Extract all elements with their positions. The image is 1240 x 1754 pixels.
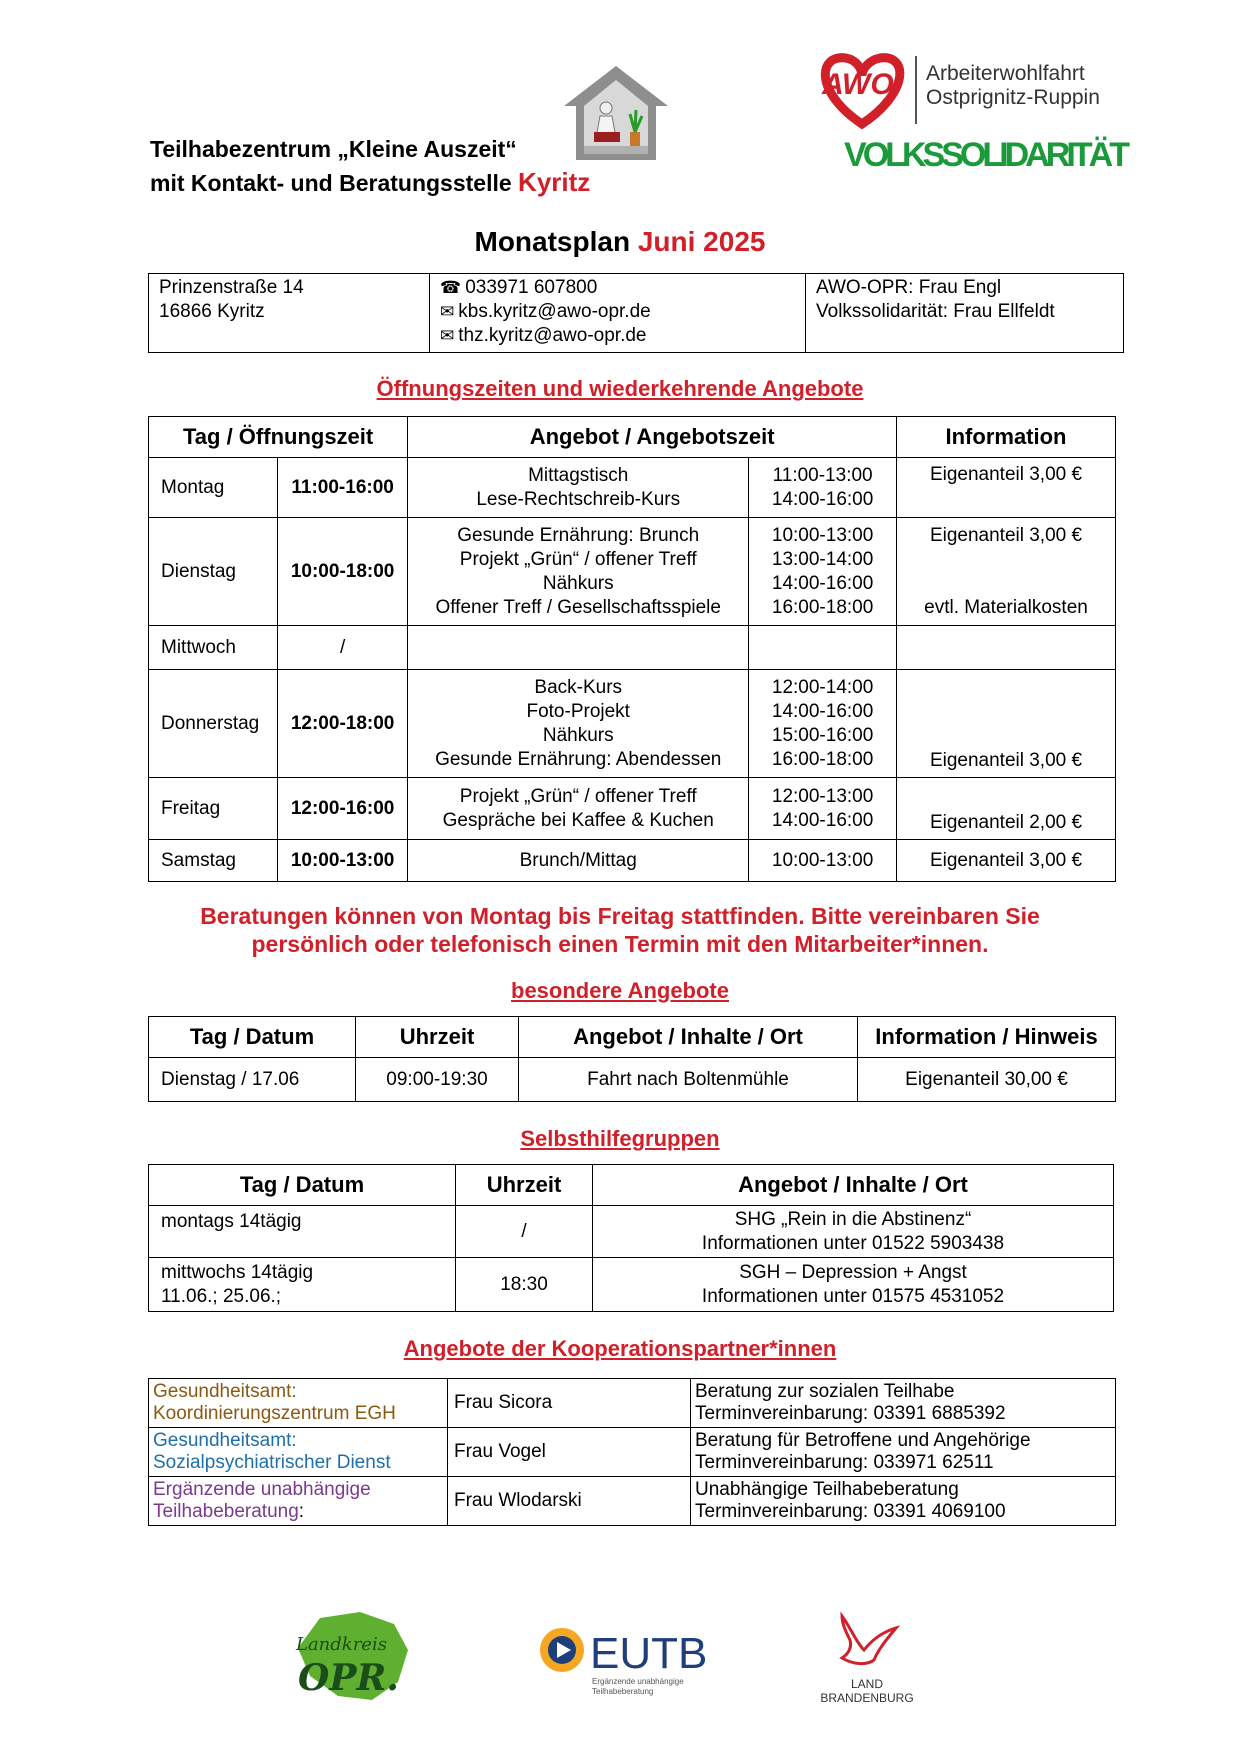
table-row: mittwochs 14tägig 11.06.; 25.06.; 18:30 SGH – Depression + Angst Informationen unter 01575 4531052 <box>149 1258 1114 1312</box>
kooperationspartner-table <box>148 1378 1116 1526</box>
contact-table <box>148 273 1124 353</box>
beratung-note: Beratungen können von Montag bis Freitag stattfinden. Bitte vereinbaren Sie persönlich oder telefonisch einen Termin mit den Mitarbeiter*innen. <box>200 903 1040 957</box>
table-row: Samstag 10:00-13:00 Brunch/Mittag 10:00-13:00 Eigenanteil 3,00 € <box>149 840 1116 882</box>
svg-text:OPR.: OPR. <box>298 1657 399 1699</box>
volkssolidaritaet-text: VOLKSSOLIDARITÄT <box>844 136 1130 174</box>
table-row: Dienstag 10:00-18:00 Gesunde Ernährung: Brunch Projekt „Grün“ / offener Treff Nähkurs Offener Treff / Gesellschaftsspiele 10:00-13:00 13:00-14:00 14:00-16:00 16:00-18:00 Eigenanteil 3,00 € evtl. Materialkosten <box>149 518 1116 626</box>
svg-text:Teilhabeberatung: Teilhabeberatung <box>592 1687 654 1696</box>
awo-line1: Arbeiterwohlfahrt <box>926 62 1085 85</box>
section-title-kooperationspartner: Angebote der Kooperationspartner*innen <box>403 1336 837 1361</box>
phone-number[interactable]: 033971 607800 <box>465 277 598 298</box>
section-title-oeffnungszeiten: Öffnungszeiten und wiederkehrende Angebote <box>376 376 864 401</box>
awo-logo-text: AWO <box>822 68 894 101</box>
city-name: Kyritz <box>518 167 591 197</box>
col-header: Tag / Öffnungszeit <box>149 417 408 458</box>
section-title-besondere-angebote: besondere Angebote <box>511 978 729 1003</box>
persons-cell: AWO-OPR: Frau Engl Volkssolidarität: Frau Ellfeldt <box>806 274 1124 353</box>
col-header: Information / Hinweis <box>858 1017 1116 1058</box>
mail-icon: ✉ <box>440 302 455 322</box>
table-row: montags 14tägig / SHG „Rein in die Abstinenz“ Informationen unter 01522 5903438 <box>149 1206 1114 1258</box>
svg-text:Landkreis: Landkreis <box>296 1634 387 1655</box>
oeffnungszeiten-table <box>148 416 1116 882</box>
center-title-line1: Teilhabezentrum „Kleine Auszeit“ <box>150 136 517 162</box>
table-row: Ergänzende unabhängige Teilhabeberatung: Frau Wlodarski Unabhängige Teilhabeberatung Terminvereinbarung: 03391 4069100 <box>149 1477 1116 1526</box>
col-header: Angebot / Angebotszeit <box>408 417 897 458</box>
house-illustration <box>560 62 672 164</box>
svg-text:BRANDENBURG: BRANDENBURG <box>820 1691 914 1705</box>
col-header: Information <box>897 417 1116 458</box>
table-row: Donnerstag 12:00-18:00 Back-Kurs Foto-Projekt Nähkurs Gesunde Ernährung: Abendessen 12:00-14:00 14:00-16:00 15:00-16:00 16:00-18:00 Eigenanteil 3,00 € <box>149 670 1116 778</box>
center-title <box>150 133 590 200</box>
besondere-angebote-table <box>148 1016 1116 1102</box>
address-cell: Prinzenstraße 14 16866 Kyritz <box>149 274 430 353</box>
center-title-line2: mit Kontakt- und Beratungsstelle Kyritz <box>150 167 591 197</box>
contact-cell <box>430 274 806 353</box>
table-row: Gesundheitsamt: Koordinierungszentrum EGH Frau Sicora Beratung zur sozialen Teilhabe Terminvereinbarung: 03391 6885392 <box>149 1379 1116 1428</box>
eutb-logo <box>536 1610 712 1706</box>
awo-line2: Ostprignitz-Ruppin <box>926 86 1100 109</box>
table-row: Montag 11:00-16:00 Mittagstisch Lese-Rechtschreib-Kurs 11:00-13:00 14:00-16:00 Eigenanteil 3,00 € <box>149 458 1116 518</box>
col-header: Uhrzeit <box>356 1017 519 1058</box>
landkreis-opr-logo <box>290 1610 416 1706</box>
mail-icon: ✉ <box>440 326 455 346</box>
section-title-selbsthilfegruppen: Selbsthilfegruppen <box>520 1126 720 1151</box>
col-header: Angebot / Inhalte / Ort <box>519 1017 858 1058</box>
awo-logo <box>800 52 1140 182</box>
svg-text:LAND: LAND <box>850 1677 884 1691</box>
table-row: Gesundheitsamt: Sozialpsychiatrischer Dienst Frau Vogel Beratung für Betroffene und Angehörige Terminvereinbarung: 033971 62511 <box>149 1428 1116 1477</box>
table-row: Freitag 12:00-16:00 Projekt „Grün“ / offener Treff Gespräche bei Kaffee & Kuchen 12:00-13:00 14:00-16:00 Eigenanteil 2,00 € <box>149 778 1116 840</box>
svg-text:EUTB: EUTB <box>590 1629 708 1678</box>
email-thz[interactable]: thz.kyritz@awo-opr.de <box>458 325 647 346</box>
table-row: Mittwoch / <box>149 626 1116 670</box>
email-kbs[interactable]: kbs.kyritz@awo-opr.de <box>458 301 651 322</box>
col-header: Tag / Datum <box>149 1165 456 1206</box>
land-brandenburg-logo <box>812 1610 922 1710</box>
col-header: Angebot / Inhalte / Ort <box>593 1165 1114 1206</box>
month-title: Monatsplan Juni 2025 <box>474 226 766 257</box>
col-header: Uhrzeit <box>456 1165 593 1206</box>
svg-text:Ergänzende unabhängige: Ergänzende unabhängige <box>592 1677 684 1686</box>
month-name: Juni 2025 <box>637 226 766 257</box>
col-header: Tag / Datum <box>149 1017 356 1058</box>
phone-icon: ☎ <box>440 278 462 298</box>
selbsthilfegruppen-table <box>148 1164 1114 1312</box>
table-row: Dienstag / 17.06 09:00-19:30 Fahrt nach Boltenmühle Eigenanteil 30,00 € <box>149 1058 1116 1102</box>
